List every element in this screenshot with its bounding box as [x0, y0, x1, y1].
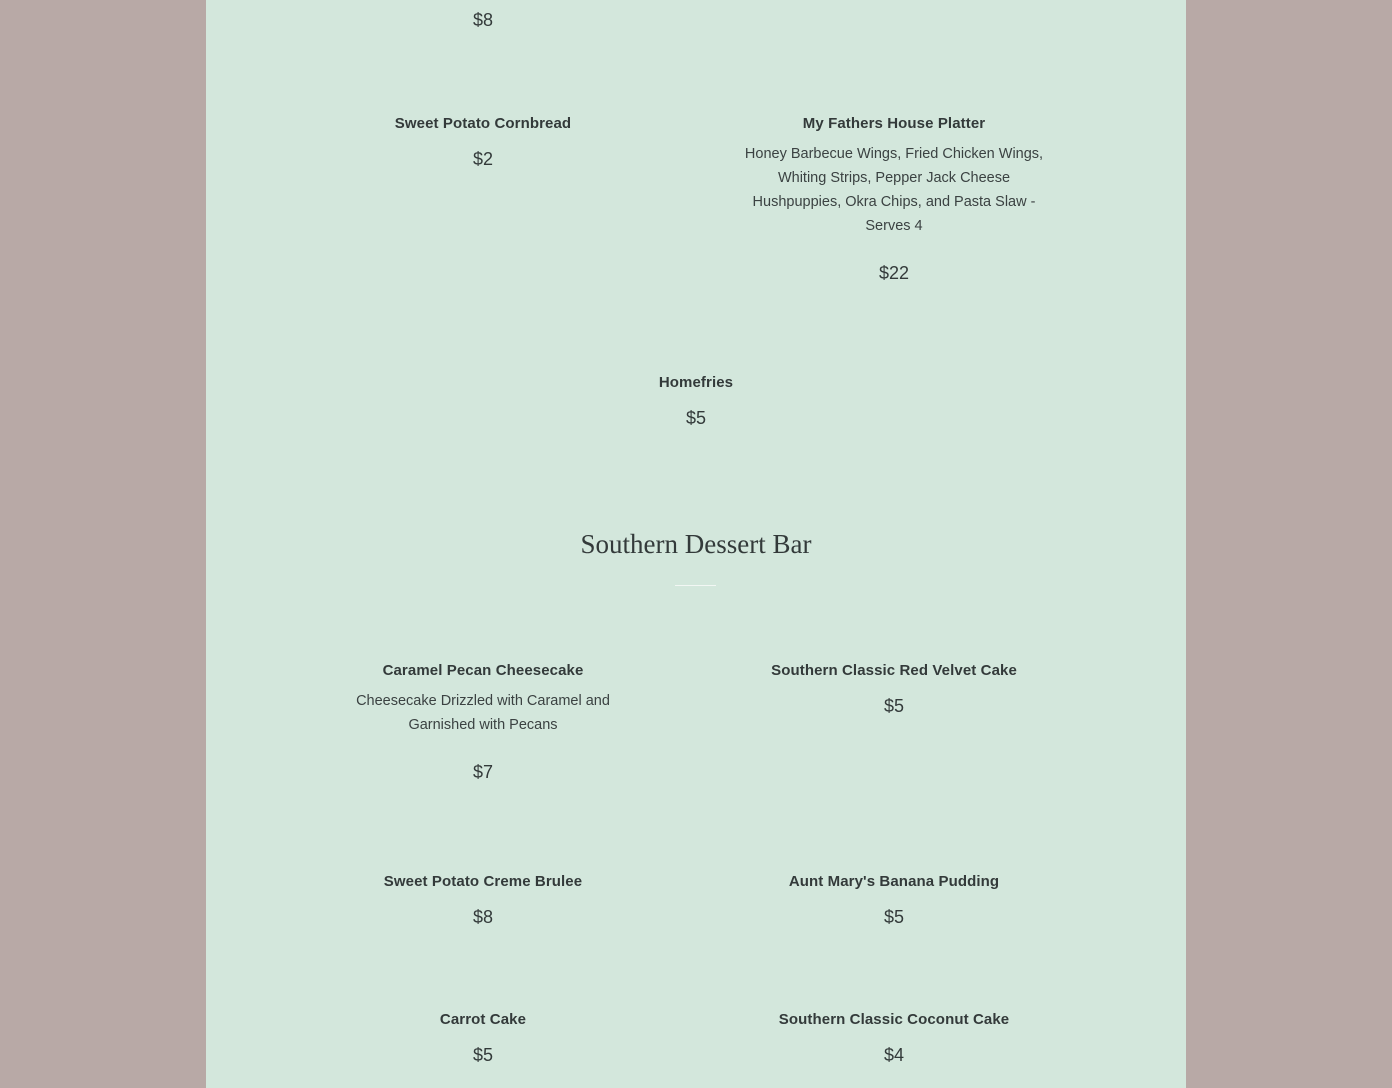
item-price: $4 [883, 1045, 905, 1065]
item-price: $5 [472, 1045, 494, 1065]
item-price: $5 [685, 408, 707, 428]
menu-item-banana-pudding [724, 873, 1064, 928]
item-price: $7 [472, 762, 494, 782]
item-price: $8 [472, 907, 494, 927]
section-divider [675, 585, 716, 586]
item-name: My Fathers House Platter [802, 115, 986, 132]
item-name: Sweet Potato Cornbread [394, 115, 572, 132]
menu-item-red-velvet-cake [724, 662, 1064, 717]
menu-item-sweet-potato-creme-brulee [333, 873, 633, 928]
item-name: Southern Classic Red Velvet Cake [771, 662, 1017, 679]
description-line: Serves 4 [865, 218, 923, 234]
item-price: $5 [883, 907, 905, 927]
menu-item-top [383, 10, 583, 31]
description-line: Garnished with Pecans [408, 717, 558, 733]
menu-item-coconut-cake [724, 1011, 1064, 1066]
menu-item-sweet-potato-cornbread [333, 115, 633, 170]
description-line: Honey Barbecue Wings, Fried Chicken Wings, [744, 146, 1044, 162]
section-title: Southern Dessert Bar [580, 529, 812, 559]
item-description [333, 689, 633, 737]
item-name: Aunt Mary's Banana Pudding [788, 873, 1000, 890]
menu-panel [206, 0, 1186, 1088]
menu-item-fathers-house-platter [724, 115, 1064, 284]
item-price: $5 [883, 696, 905, 716]
item-price: $8 [472, 10, 494, 30]
item-name: Sweet Potato Creme Brulee [383, 873, 583, 890]
description-line: Hushpuppies, Okra Chips, and Pasta Slaw - [752, 194, 1036, 210]
item-name: Caramel Pecan Cheesecake [382, 662, 584, 679]
item-price: $22 [878, 263, 910, 283]
item-name: Homefries [658, 374, 734, 391]
item-name: Carrot Cake [439, 1011, 527, 1028]
item-price: $2 [472, 149, 494, 169]
menu-item-carrot-cake [333, 1011, 633, 1066]
item-name: Southern Classic Coconut Cake [778, 1011, 1010, 1028]
menu-item-caramel-pecan-cheesecake [333, 662, 633, 783]
item-description [724, 142, 1064, 238]
description-line: Cheesecake Drizzled with Caramel and [356, 693, 610, 709]
menu-item-homefries [546, 374, 846, 429]
description-line: Whiting Strips, Pepper Jack Cheese [777, 170, 1011, 186]
